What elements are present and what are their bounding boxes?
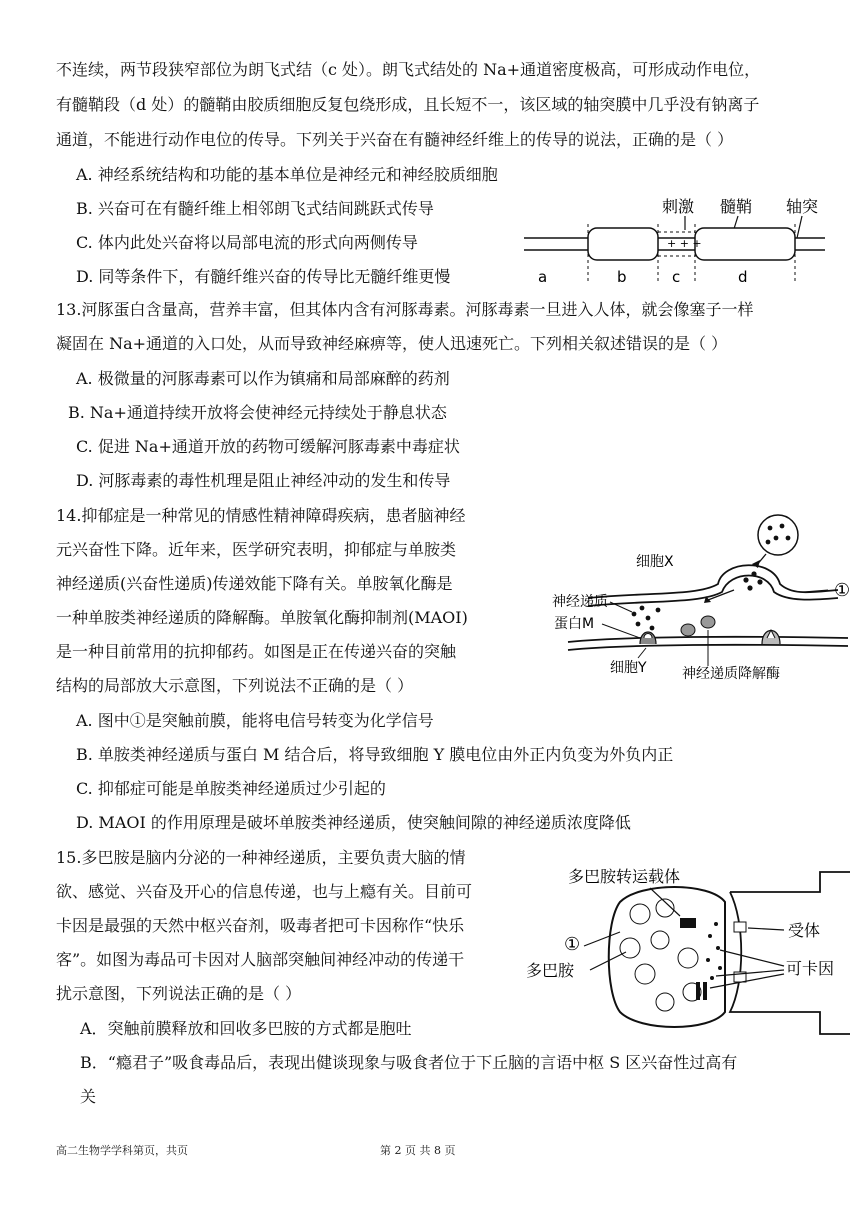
q14-stem-line-5: 是一种目前常用的抗抑郁药。如图是正在传递兴奋的突触 [56,642,457,661]
q14-stem-line-6: 结构的局部放大示意图，下列说法不正确的是（ ） [56,676,414,695]
q13-stem-line-1: 13.河豚蛋白含量高，营养丰富，但其体内含有河豚毒素。河豚毒素一旦进入人体，就会像塞子一样 [56,300,754,319]
segment-a: a [538,268,548,286]
q12-option-c: C. 体内此处兴奋将以局部电流的形式向两侧传导 [76,233,418,252]
q14-option-c: C. 抑郁症可能是单胺类神经递质过少引起的 [76,779,386,798]
q14-stem-line-2: 元兴奋性下降。近年来，医学研究表明，抑郁症与单胺类 [56,540,457,559]
q13-option-c: C. 促进 Na+通道开放的药物可缓解河豚毒素中毒症状 [76,437,460,456]
cocaine-synapse-figure [520,862,860,1040]
svg-text:+ + +: + + + [667,237,702,250]
label-cell-x: 细胞X [636,554,674,570]
q15-option-b-cont: 关 [80,1087,97,1106]
synapse-figure [548,510,860,690]
q13-stem-line-2: 凝固在 Na+通道的入口处，从而导致神经麻痹等，使人迅速死亡。下列相关叙述错误的是（ ） [56,334,728,353]
q13-option-b: B. Na+通道持续开放将会使神经元持续处于静息状态 [68,403,447,422]
label-cocaine: 可卡因 [786,959,835,978]
q15-option-a: A．突触前膜释放和回收多巴胺的方式都是胞吐 [80,1019,412,1038]
myelinated-fiber-figure [520,190,830,288]
label-receptor: 受体 [788,921,821,940]
q14-stem-line-4: 一种单胺类神经递质的降解酶。单胺氧化酶抑制剂(MAOI) [56,608,468,627]
q12-option-d: D. 同等条件下，有髓纤维兴奋的传导比无髓纤维更慢 [76,267,451,286]
segment-b: b [617,268,627,286]
q14-stem-line-3: 神经递质(兴奋性递质)传递效能下降有关。单胺氧化酶是 [56,574,453,593]
q13-option-a: A. 极微量的河豚毒素可以作为镇痛和局部麻醉的药剂 [76,369,450,388]
q14-option-b: B. 单胺类神经递质与蛋白 M 结合后，将导致细胞 Y 膜电位由外正内负变为外负内正 [76,745,674,764]
q15-stem-line-3: 卡因是最强的天然中枢兴奋剂，吸毒者把可卡因称作“快乐 [56,916,465,935]
q12-option-a: A. 神经系统结构和功能的基本单位是神经元和神经胶质细胞 [76,165,498,184]
q14-stem-line-1: 14.抑郁症是一种常见的情感性精神障碍疾病，患者脑神经 [56,506,466,525]
q12-stem-line-1: 不连续，两节段狭窄部位为朗飞式结（c 处）。朗飞式结处的 Na+通道密度极高，可形成动作电位， [56,60,761,79]
label-myelin: 髓鞘 [720,197,753,216]
footer-left: 高二生物学学科第页，共页 [56,1144,188,1157]
label-dopamine: 多巴胺 [526,961,575,980]
q13-option-d: D. 河豚毒素的毒性机理是阻止神经冲动的发生和传导 [76,471,451,490]
label-dopamine-transporter: 多巴胺转运载体 [568,867,681,886]
q15-stem-line-2: 欲、感觉、兴奋及开心的信息传递，也与上瘾有关。目前可 [56,882,473,901]
label-cell-y: 细胞Y [610,660,647,676]
q15-stem-line-4: 客”。如图为毒品可卡因对人脑部突触间神经冲动的传递干 [56,950,465,969]
label-stimulus: 刺激 [662,197,695,216]
q15-option-b: B．“瘾君子”吸食毒品后，表现出健谈现象与吸食者位于下丘脑的言语中枢 S 区兴奋性过高有 [80,1053,738,1072]
marker-presynaptic-1: ① [834,580,851,601]
label-degrading-enzyme: 神经递质降解酶 [682,666,780,682]
segment-c: c [672,268,681,286]
marker-presynaptic-2: ① [564,934,581,955]
q12-stem-line-3: 通道，不能进行动作电位的传导。下列关于兴奋在有髓神经纤维上的传导的说法，正确的是（ ） [56,130,734,149]
q12-option-b: B. 兴奋可在有髓纤维上相邻朗飞式结间跳跃式传导 [76,199,434,218]
segment-d: d [738,268,748,286]
q12-stem-line-2: 有髓鞘段（d 处）的髓鞘由胶质细胞反复包绕形成，且长短不一，该区域的轴突膜中几乎没有钠离子 [56,95,760,114]
label-protein-m: 蛋白M [554,616,595,632]
label-transmitter: 神经递质 [552,594,608,610]
q14-option-d: D. MAOI 的作用原理是破坏单胺类神经递质，使突触间隙的神经递质浓度降低 [76,813,631,832]
q15-stem-line-1: 15.多巴胺是脑内分泌的一种神经递质，主要负责大脑的情 [56,848,466,867]
page-number: 第 2 页 共 8 页 [380,1144,456,1157]
q15-stem-line-5: 扰示意图，下列说法正确的是（ ） [56,984,302,1003]
label-axon: 轴突 [786,197,819,216]
q14-option-a: A. 图中①是突触前膜，能将电信号转变为化学信号 [76,711,434,730]
